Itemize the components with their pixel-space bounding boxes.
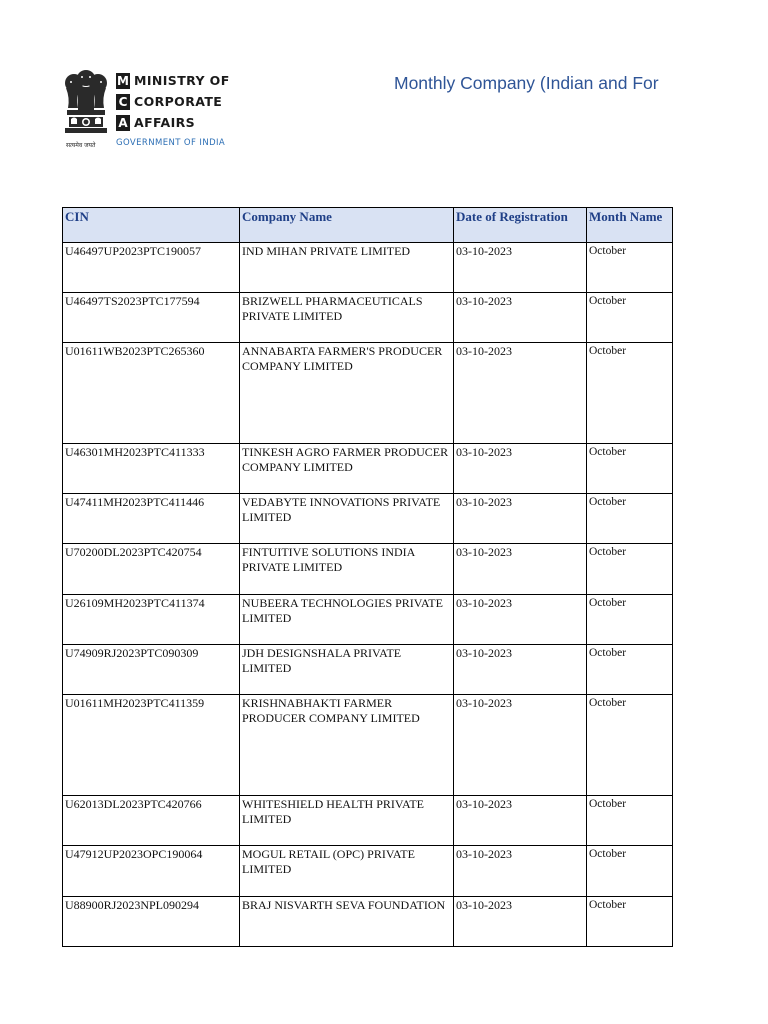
table-row	[63, 544, 673, 595]
table-row	[63, 846, 673, 897]
table-row	[63, 494, 673, 544]
table-row	[63, 293, 673, 343]
cell-cin: U46497UP2023PTC190057	[63, 243, 240, 293]
cell-cin: U62013DL2023PTC420766	[63, 796, 240, 846]
cell-company-name: MOGUL RETAIL (OPC) PRIVATE LIMITED	[240, 846, 454, 897]
ministry-word-3: AFFAIRS	[134, 115, 196, 130]
cell-month: October	[587, 645, 673, 695]
table-row	[63, 343, 673, 444]
cell-month: October	[587, 695, 673, 796]
table-row	[63, 595, 673, 645]
cell-date: 03-10-2023	[454, 645, 587, 695]
letter-badge-m: M	[117, 73, 129, 88]
cell-company-name: BRIZWELL PHARMACEUTICALS PRIVATE LIMITED	[240, 293, 454, 343]
cell-cin: U46301MH2023PTC411333	[63, 444, 240, 494]
cell-company-name: TINKESH AGRO FARMER PRODUCER COMPANY LIMITED	[240, 444, 454, 494]
cell-month: October	[587, 897, 673, 947]
table-row	[63, 444, 673, 494]
cell-month: October	[587, 595, 673, 645]
cell-date: 03-10-2023	[454, 444, 587, 494]
emblem-motto: सत्यमेव जयते	[66, 142, 96, 149]
cell-month: October	[587, 343, 673, 444]
cell-cin: U88900RJ2023NPL090294	[63, 897, 240, 947]
cell-company-name: VEDABYTE INNOVATIONS PRIVATE LIMITED	[240, 494, 454, 544]
company-registration-table	[62, 207, 673, 947]
ministry-word-1: MINISTRY OF	[134, 73, 230, 88]
cell-date: 03-10-2023	[454, 897, 587, 947]
header-cin: CIN	[63, 208, 240, 243]
table-header-row	[63, 208, 673, 243]
header-company-name: Company Name	[240, 208, 454, 243]
ministry-line-2	[116, 92, 230, 111]
ministry-name	[116, 71, 230, 134]
cell-date: 03-10-2023	[454, 293, 587, 343]
cell-month: October	[587, 494, 673, 544]
government-of-india-label: GOVERNMENT OF INDIA	[116, 138, 226, 148]
cell-cin: U70200DL2023PTC420754	[63, 544, 240, 595]
ministry-word-2: CORPORATE	[134, 94, 223, 109]
cell-company-name: FINTUITIVE SOLUTIONS INDIA PRIVATE LIMITED	[240, 544, 454, 595]
cell-cin: U47411MH2023PTC411446	[63, 494, 240, 544]
table-row	[63, 243, 673, 293]
header-date-of-registration: Date of Registration	[454, 208, 587, 243]
cell-date: 03-10-2023	[454, 494, 587, 544]
ministry-line-3	[116, 113, 230, 132]
cell-month: October	[587, 243, 673, 293]
cell-month: October	[587, 293, 673, 343]
cell-date: 03-10-2023	[454, 695, 587, 796]
cell-company-name: NUBEERA TECHNOLOGIES PRIVATE LIMITED	[240, 595, 454, 645]
cell-company-name: WHITESHIELD HEALTH PRIVATE LIMITED	[240, 796, 454, 846]
cell-cin: U74909RJ2023PTC090309	[63, 645, 240, 695]
cell-month: October	[587, 846, 673, 897]
table-row	[63, 645, 673, 695]
letter-badge-c: C	[116, 94, 130, 110]
cell-cin: U01611MH2023PTC411359	[63, 695, 240, 796]
mca-logo	[60, 68, 260, 154]
cell-date: 03-10-2023	[454, 595, 587, 645]
cell-month: October	[587, 796, 673, 846]
page-title: Monthly Company (Indian and For	[394, 73, 659, 93]
cell-month: October	[587, 544, 673, 595]
cell-date: 03-10-2023	[454, 796, 587, 846]
letter-badge-a: A	[116, 115, 130, 131]
cell-date: 03-10-2023	[454, 343, 587, 444]
cell-company-name: IND MIHAN PRIVATE LIMITED	[240, 243, 454, 293]
cell-company-name: ANNABARTA FARMER'S PRODUCER COMPANY LIMITED	[240, 343, 454, 444]
cell-company-name: JDH DESIGNSHALA PRIVATE LIMITED	[240, 645, 454, 695]
table-row	[63, 695, 673, 796]
table-row	[63, 897, 673, 947]
cell-cin: U26109MH2023PTC411374	[63, 595, 240, 645]
table-row	[63, 796, 673, 846]
cell-company-name: BRAJ NISVARTH SEVA FOUNDATION	[240, 897, 454, 947]
cell-date: 03-10-2023	[454, 243, 587, 293]
ministry-line-1	[116, 71, 230, 90]
national-emblem-icon	[60, 68, 112, 148]
header-month-name: Month Name	[587, 208, 673, 243]
cell-cin: U01611WB2023PTC265360	[63, 343, 240, 444]
cell-cin: U46497TS2023PTC177594	[63, 293, 240, 343]
cell-month: October	[587, 444, 673, 494]
cell-cin: U47912UP2023OPC190064	[63, 846, 240, 897]
cell-date: 03-10-2023	[454, 846, 587, 897]
cell-company-name: KRISHNABHAKTI FARMER PRODUCER COMPANY LIMITED	[240, 695, 454, 796]
cell-date: 03-10-2023	[454, 544, 587, 595]
